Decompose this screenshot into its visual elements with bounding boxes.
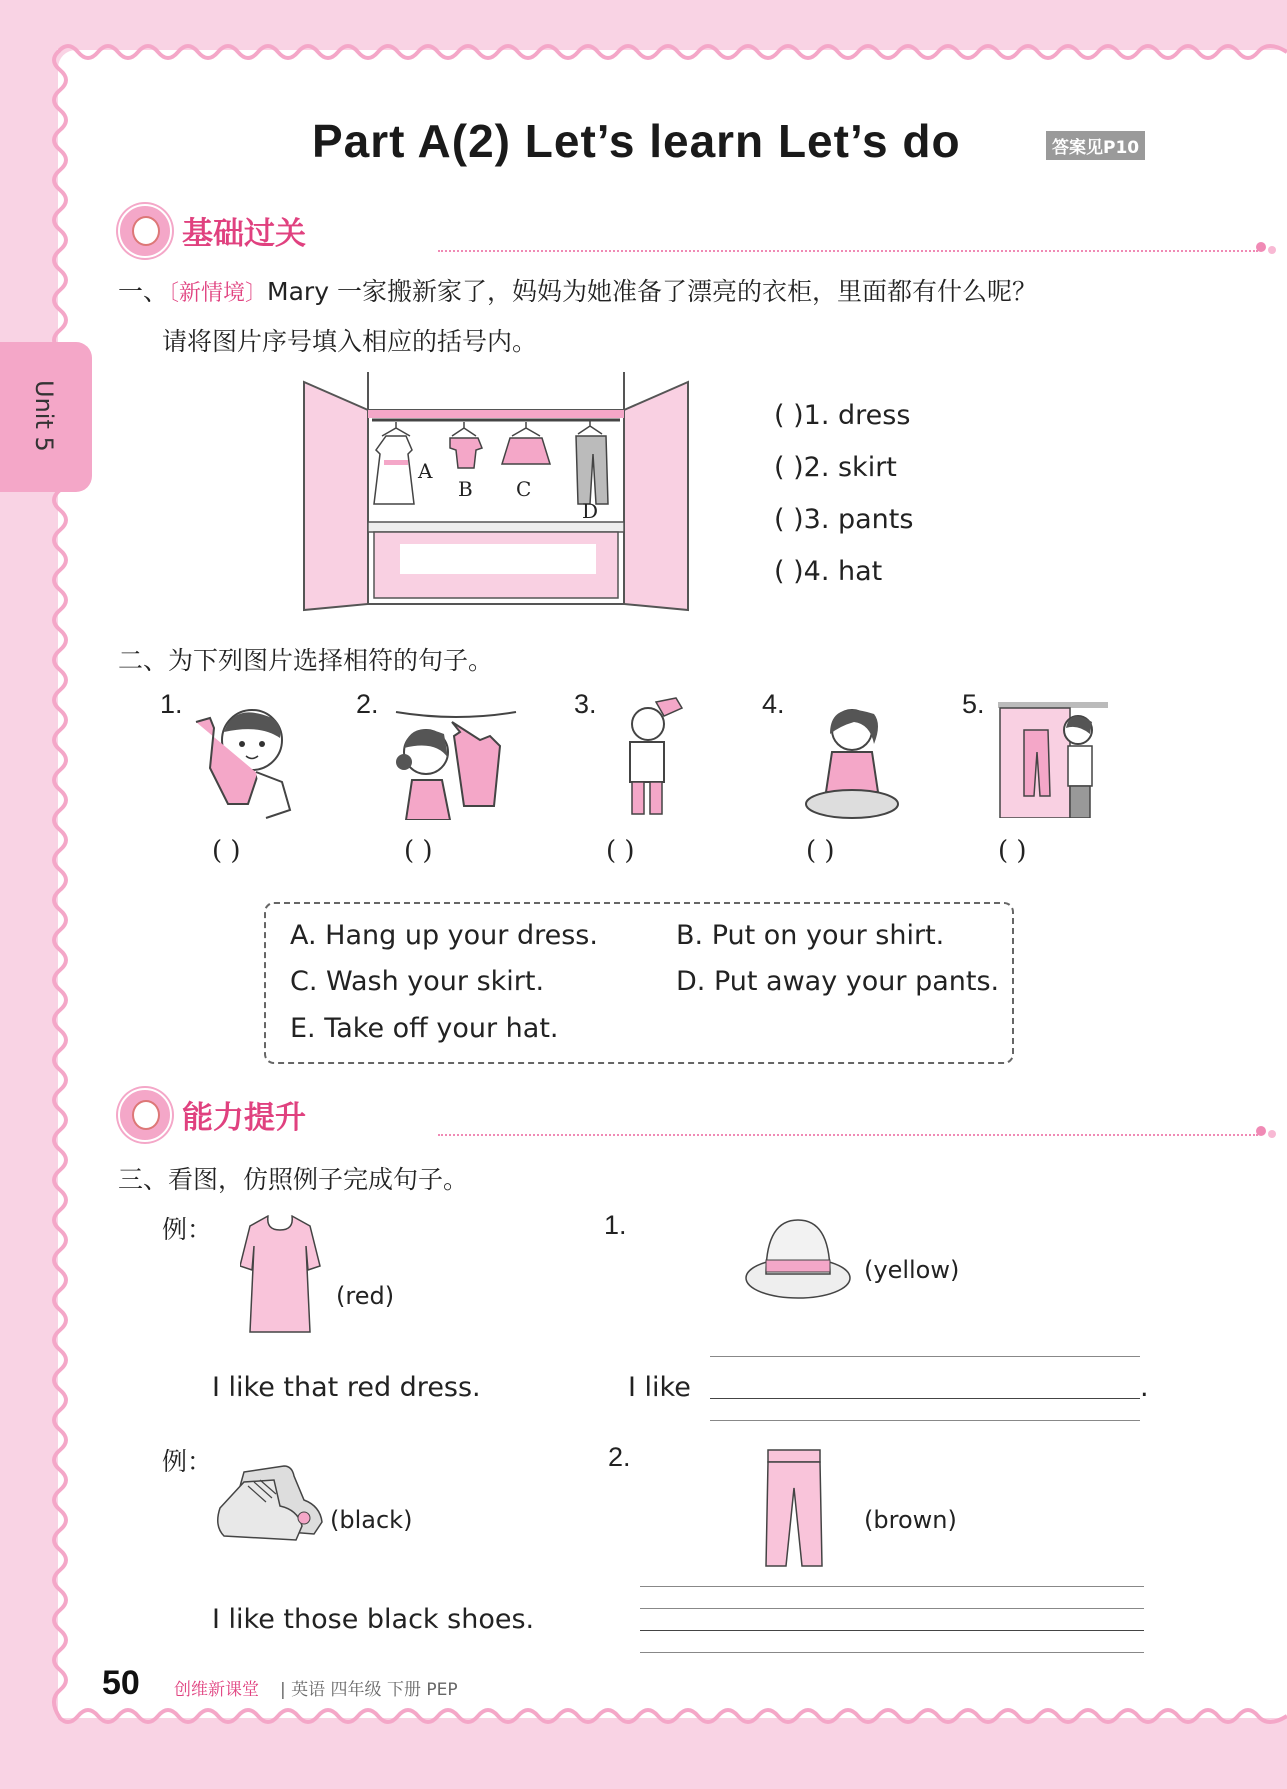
- example-label: 例：: [162, 1215, 213, 1244]
- section-heading-label: 基础过关: [182, 216, 306, 252]
- exercise-2-number: 2.: [608, 1442, 631, 1472]
- wavy-border-left: [46, 50, 70, 1718]
- choice-e: E. Take off your hat.: [290, 1013, 559, 1044]
- black-shoes-image: [214, 1462, 326, 1552]
- example-label: 例：: [162, 1447, 213, 1476]
- question-number: 一、: [118, 277, 169, 306]
- picture-number: 2.: [356, 689, 379, 719]
- exercise-2-color: (brown): [864, 1506, 957, 1534]
- section-heading-advanced: [118, 1088, 1287, 1144]
- section-heading-basics: [118, 204, 1287, 260]
- wavy-border-top: [58, 38, 1287, 62]
- answer-blank-1[interactable]: ( ): [212, 836, 241, 866]
- wardrobe-label-b: B: [458, 477, 473, 501]
- section-heading-label: 能力提升: [182, 1100, 306, 1136]
- wardrobe-label-a: A: [418, 459, 433, 483]
- book-title: 创维新课堂: [174, 1680, 259, 1700]
- dotted-divider: [438, 1134, 1258, 1136]
- dot-ornament: [1268, 246, 1276, 254]
- answer-blank-2[interactable]: ( ): [404, 836, 433, 866]
- answer-line[interactable]: [640, 1630, 1144, 1631]
- dot-ornament: [1256, 242, 1266, 252]
- dot-ornament: [1256, 1126, 1266, 1136]
- boy-pants-picture: [996, 700, 1112, 818]
- unit-tab-label: Unit 5: [30, 380, 58, 452]
- wardrobe-label-d: D: [582, 499, 599, 523]
- guide-line: [710, 1356, 1140, 1357]
- question-1-line1: [118, 272, 1037, 308]
- choice-d: D. Put away your pants.: [676, 966, 1000, 997]
- answer-blank-3[interactable]: ( ): [606, 836, 635, 866]
- wardrobe-illustration: [300, 372, 692, 612]
- choice-c: C. Wash your skirt.: [290, 966, 545, 997]
- picture-number: 3.: [574, 689, 597, 719]
- picture-number: 1.: [160, 689, 183, 719]
- exercise-1-color: (yellow): [864, 1256, 960, 1284]
- answer-blank-4[interactable]: ( ): [806, 836, 835, 866]
- new-context-tag: 〔新情境〕: [168, 281, 268, 306]
- girl-dress-picture: [390, 700, 520, 820]
- book-info: | 英语 四年级 下册 PEP: [280, 1680, 458, 1700]
- cartoon-face-icon: [118, 1088, 172, 1142]
- question-text: Mary 一家搬新家了，妈妈为她准备了漂亮的衣柜，里面都有什么呢？: [267, 277, 1037, 306]
- example-2-sentence: I like those black shoes.: [212, 1604, 535, 1635]
- guide-line: [640, 1652, 1144, 1653]
- pink-pants-image: [762, 1448, 826, 1572]
- pink-dress-image: [240, 1212, 322, 1336]
- boy-shirt-picture: [186, 692, 296, 820]
- question-1-line2: 请将图片序号填入相应的括号内。: [162, 327, 538, 356]
- example-2-color: (black): [330, 1506, 413, 1534]
- dotted-divider: [438, 250, 1258, 252]
- wardrobe-label-c: C: [516, 477, 532, 501]
- match-item-dress[interactable]: ( )1. dress: [774, 400, 911, 431]
- match-item-skirt[interactable]: ( )2. skirt: [774, 452, 897, 483]
- page-title: Part A(2) Let’s learn Let’s do: [312, 115, 961, 167]
- girl-washing-picture: [800, 700, 910, 824]
- answer-line[interactable]: [710, 1398, 1140, 1399]
- example-1-color: (red): [336, 1282, 395, 1310]
- page-number: 50: [102, 1664, 140, 1702]
- exercise-1-period: .: [1140, 1372, 1149, 1403]
- question-3-text: 三、看图，仿照例子完成句子。: [118, 1165, 469, 1194]
- question-2-text: 二、为下列图片选择相符的句子。: [118, 646, 494, 675]
- answer-reference-badge: 答案见P10: [1046, 131, 1145, 160]
- exercise-1-prefix: I like: [628, 1372, 691, 1403]
- cartoon-face-icon: [118, 204, 172, 258]
- example-1-sentence: I like that red dress.: [212, 1372, 481, 1403]
- choice-a: A. Hang up your dress.: [290, 920, 598, 951]
- guide-line: [640, 1586, 1144, 1587]
- exercise-1-number: 1.: [604, 1210, 627, 1240]
- match-item-pants[interactable]: ( )3. pants: [774, 504, 914, 535]
- wavy-border-bottom: [58, 1706, 1287, 1730]
- unit-tab: [0, 342, 92, 492]
- answer-blank-5[interactable]: ( ): [998, 836, 1027, 866]
- guide-line: [640, 1608, 1144, 1609]
- picture-number: 5.: [962, 689, 985, 719]
- match-item-hat[interactable]: ( )4. hat: [774, 556, 883, 587]
- dot-ornament: [1268, 1130, 1276, 1138]
- picture-number: 4.: [762, 689, 785, 719]
- choice-b: B. Put on your shirt.: [676, 920, 945, 951]
- boy-hat-picture: [612, 694, 692, 820]
- pink-hat-image: [742, 1216, 854, 1306]
- guide-line: [710, 1420, 1140, 1421]
